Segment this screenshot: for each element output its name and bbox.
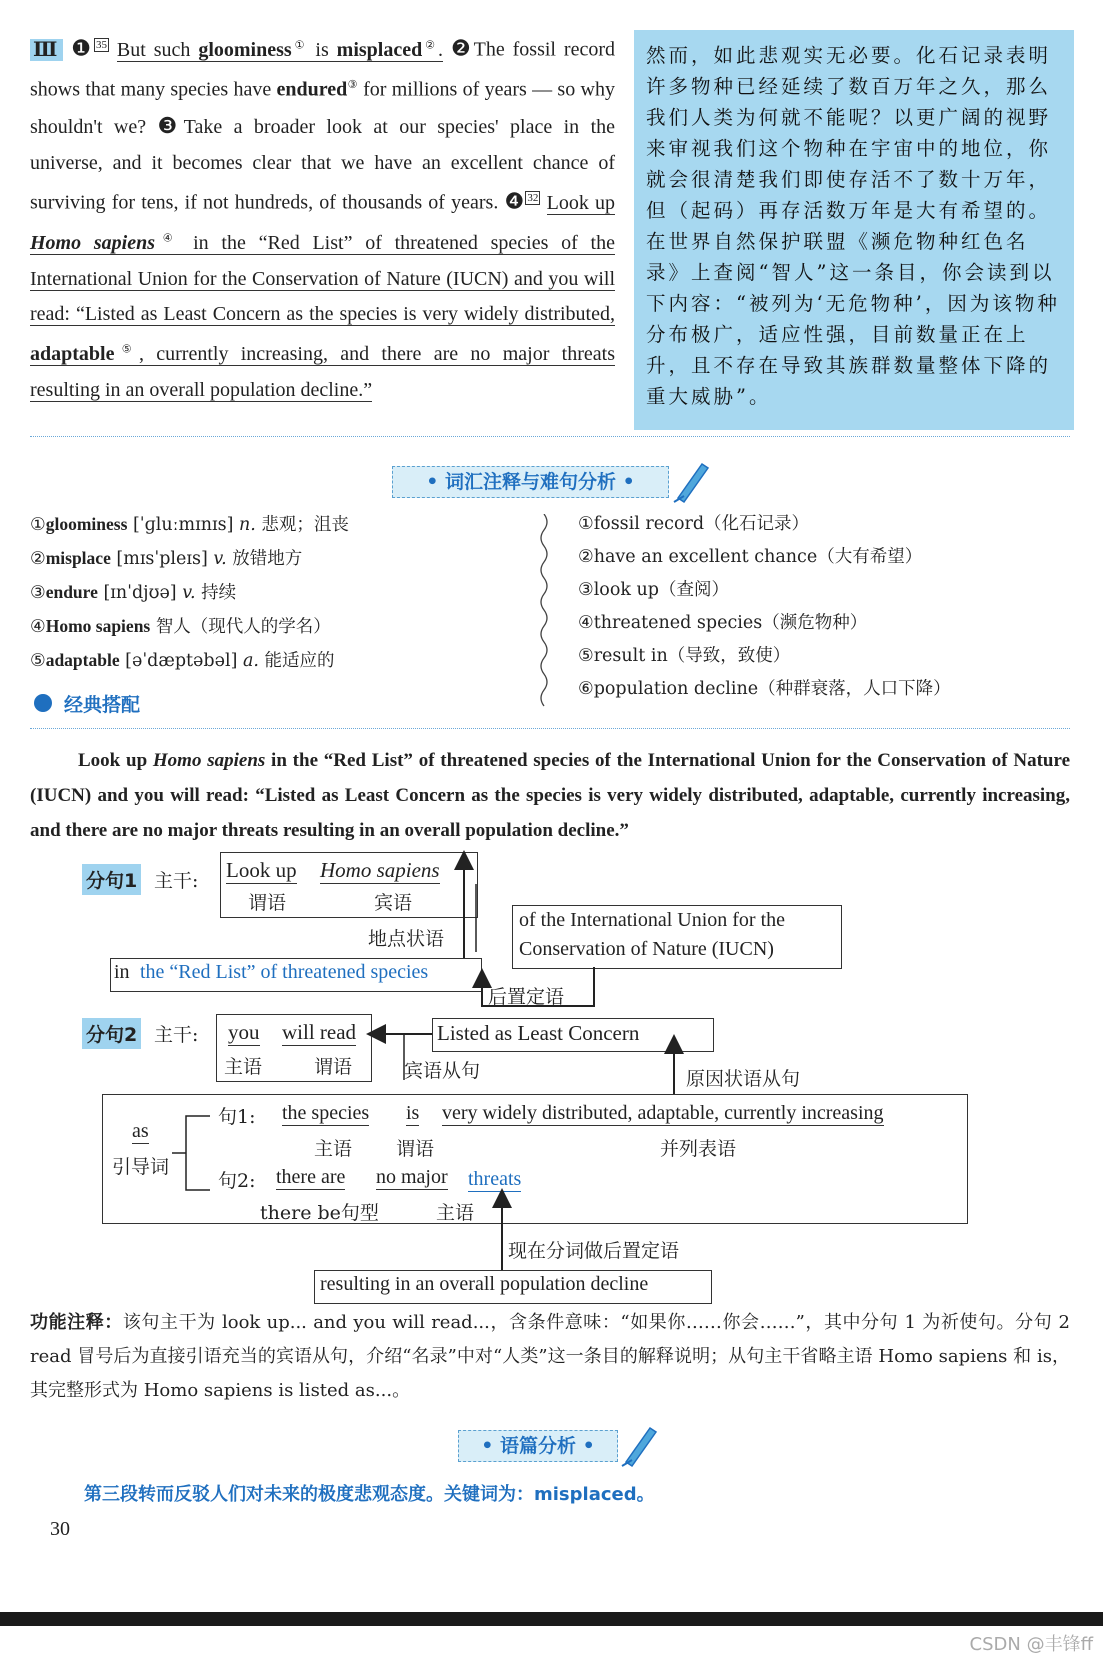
ref-number-35: 35 [95, 39, 107, 51]
note-5: ⑤ [114, 343, 139, 356]
subject-label-2: 主语 [314, 1138, 353, 1160]
look-up-text: Look up [226, 858, 297, 882]
note-2: ② [422, 39, 438, 51]
iucn-text: of the International Union for the Conservation of Nature (IUCN) [519, 909, 786, 960]
keyword-gloominess: gloominess [198, 38, 292, 61]
parallel-predicative-text: very widely distributed, adaptable, currently increasing [442, 1102, 884, 1124]
predicate-label: 谓语 [248, 892, 287, 914]
sentence-part-b: in the “Red List” of threatened species of the International Union for the Conservation of Nature (IUCN) and you will read: “Listed as Least Concern as the species is very widely distributed, adaptable, currently increasing, and there are no major threats resulting in an overall population decline.” [30, 750, 1070, 841]
red-list-text: the “Red List” of threatened species [140, 961, 429, 983]
sentence-number-1: ❶ [71, 35, 94, 61]
keyword-adaptable: adaptable [30, 343, 115, 366]
discourse-banner: • 语篇分析 • [458, 1430, 618, 1462]
arrow-post-attributive [482, 967, 594, 1006]
roman-numeral: Ⅲ [30, 39, 63, 61]
subject-label: 主语 [224, 1056, 263, 1078]
pen-icon-2 [620, 1420, 660, 1468]
collocation-item: ②have an excellent chance（大有希望） [578, 547, 923, 567]
bottom-bar [0, 1612, 1103, 1626]
there-be-label: there be句型 [260, 1202, 379, 1224]
s1-text-b: is [307, 38, 337, 61]
keyword-endured: endured [276, 78, 348, 101]
function-note [30, 1306, 1070, 1408]
keyword-misplaced: misplaced [336, 38, 423, 61]
collocation-item: ①fossil record（化石记录） [578, 514, 810, 534]
clause-2-main-label: 主干: [154, 1024, 199, 1046]
s2-text-a: The fossil record shows that many species have [30, 38, 616, 101]
vocab-item: ⑤adaptable [əˈdæptəbəl] a. 能适应的 [30, 650, 335, 671]
s1-text-a: But such [116, 38, 199, 61]
as-word: as [132, 1120, 149, 1142]
s4-text-a: Look up [546, 191, 616, 214]
function-note-label: 功能注释： [30, 1312, 123, 1333]
predicate-label-3: 谓语 [396, 1138, 435, 1160]
vocab-item: ④Homo sapiens 智人（现代人的学名） [30, 616, 331, 637]
clause-2-tag: 分句2 [82, 1018, 141, 1049]
introducer-label: 引导词 [112, 1156, 170, 1178]
collocation-item: ⑤result in（导致，致使） [578, 646, 791, 666]
parallel-predicative-label: 并列表语 [660, 1138, 737, 1160]
vocab-item: ③endure [ɪnˈdjʊə] v. 持续 [30, 582, 237, 603]
collocation-item: ④threatened species（濒危物种） [578, 613, 868, 633]
there-are-text: there are [276, 1166, 346, 1188]
sentence-number-3: ❸ [157, 113, 184, 139]
sub-clause-2-label: 句2: [218, 1170, 256, 1192]
ref-number-32: 32 [527, 192, 539, 205]
sentence-part-a: Look up [78, 750, 153, 771]
s3-text: Take a broader look at our species' place in the universe, and it becomes clear that we have an excellent chance of surviving for tens, if not hundreds, of thousands of years. [30, 116, 615, 214]
function-note-text: 该句主干为 look up... and you will read...，含条件意味：“如果你……你会……”，其中分句 1 为祈使句。分句 2 read 冒号后为直接引语充当的宾语从句，介绍“名录”中对“人类”这一条目的解释说明；从句主干省略主语 Homo sapiens 和 is，其完整形式为 Homo sapiens is listed as...。 [30, 1312, 1071, 1401]
threats-text: threats [468, 1168, 522, 1190]
no-major-text: no major [376, 1166, 448, 1188]
s4-text-b: in the “Red List” of threatened species of the International Union for the Conservation of Nature (IUCN) and you will read: “Listed as Least Concern as the species is very widely distributed, [30, 232, 615, 326]
s4-text-c: , currently increasing, and there are no major threats resulting in an overall population decline.” [30, 343, 615, 401]
present-participle-label: 现在分词做后置定语 [508, 1240, 680, 1262]
homo-sapiens-text: Homo sapiens [320, 858, 440, 882]
reason-clause-label: 原因状语从句 [686, 1068, 801, 1090]
s2-text-b: for millions of years — so why shouldn't we? [30, 78, 615, 139]
clause-1-main-label: 主干: [154, 870, 199, 892]
classic-collocation-title: 经典搭配 [64, 694, 141, 716]
s1-text-c: . [437, 38, 443, 61]
keyword-homo-sapiens: Homo sapiens [30, 232, 155, 255]
in-word: in [114, 961, 130, 983]
the-species-text: the species [282, 1102, 370, 1124]
vocab-item: ①gloominess [ˈɡluːmɪnɪs] n. 悲观；沮丧 [30, 514, 349, 535]
vocab-item: ②misplace [mɪsˈpleɪs] v. 放错地方 [30, 548, 303, 569]
vocab-analysis-banner: • 词汇注释与难句分析 • [392, 466, 669, 498]
post-attributive-label: 后置定语 [488, 986, 565, 1008]
sentence-part-italic: Homo sapiens [152, 750, 266, 771]
translation-text: 然而，如此悲观实无必要。化石记录表明许多物种已经延续了数百万年之久，那么我们人类为何就不能呢？以更广阔的视野来审视我们这个物种在宇宙中的地位，你就会很清楚我们即使存活不了数十万年，但（起码）再存活数万年是大有希望的。在世界自然保护联盟《濒危物种红色名录》上查阅“智人”这一条目，你会读到以下内容：“被列为‘无危物种’，因为该物种分布极广，适应性强，目前数量正在上升，且不存在导致其族群数量整体下降的重大威胁”。 [646, 44, 1060, 408]
place-adverbial-label: 地点状语 [368, 928, 445, 950]
note-3: ③ [347, 79, 358, 92]
discourse-analysis: 第三段转而反驳人们对未来的极度悲观态度。关键词为：misplaced。 [84, 1484, 655, 1505]
predicate-label-2: 谓语 [314, 1056, 353, 1078]
is-text: is [406, 1102, 420, 1124]
you-text: you [228, 1020, 260, 1044]
collocation-item: ⑥population decline（种群衰落，人口下降） [578, 679, 951, 699]
note-1: ① [291, 39, 308, 51]
object-clause-label: 宾语从句 [404, 1060, 481, 1082]
sub-clause-bracket [186, 1116, 210, 1190]
sentence-number-2: ❷ [450, 35, 474, 61]
watermark: CSDN @丰锋ff [969, 1634, 1093, 1655]
subject-label-3: 主语 [436, 1202, 475, 1224]
page-number: 30 [50, 1518, 70, 1540]
will-read-text: will read [282, 1020, 357, 1044]
resulting-text: resulting in an overall population decline [320, 1273, 649, 1295]
sentence-number-4: ❹ [504, 188, 526, 214]
object-label: 宾语 [374, 892, 413, 914]
listed-text: Listed as Least Concern [437, 1021, 640, 1045]
sub-clause-1-label: 句1: [218, 1106, 256, 1128]
collocation-item: ③look up（查阅） [578, 580, 729, 600]
clause-1-tag: 分句1 [82, 864, 141, 895]
note-4: ④ [155, 232, 181, 245]
